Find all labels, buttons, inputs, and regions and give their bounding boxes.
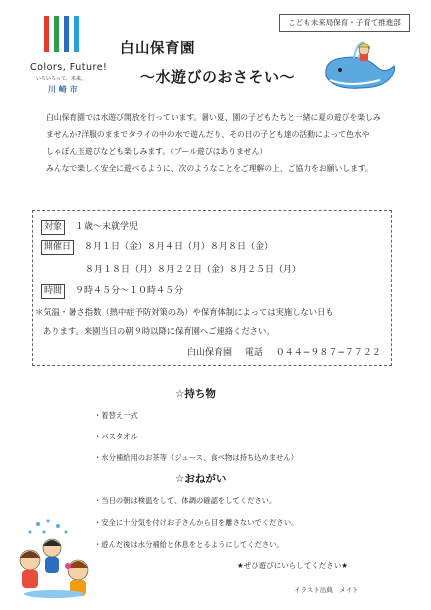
logo-tagline: Colors, Future! — [30, 62, 108, 73]
target-value: １歳〜未就学児 — [75, 222, 139, 232]
intro-line: しゃぼん玉遊びなども楽しみます。（プール遊びはありません） — [46, 147, 268, 156]
target-label: 対象 — [41, 220, 65, 235]
contact-label: 電話 — [244, 348, 263, 358]
department-label: こども未来局保育・子育て推進部 — [279, 14, 410, 32]
page-subtitle: 〜水遊びのおさそい〜 — [140, 68, 296, 86]
belongings-item: ・着替え一式 — [94, 411, 138, 420]
logo-subtext: いろいろって、未来。 — [36, 76, 86, 82]
dates-line-2: ８月１８日（月）８月２２日（金）８月２５日（月） — [85, 265, 302, 275]
note-line-1: ＊気温・暑さ指数（熱中症予防対策の為）や保育体制によっては実施しない日も — [35, 307, 334, 317]
request-item: ・安全に十分気を付けお子さんから目を離さないでください。 — [94, 518, 299, 527]
request-item: ・当日の朝は検温をして、体調の確認をしてください。 — [94, 496, 277, 505]
dates-row — [41, 239, 273, 255]
intro-line: ませんか?洋服のままでタライの中の水で遊んだり、その日の子ども達の活動によって色水や — [46, 130, 370, 139]
target-row — [41, 219, 138, 235]
note-line-2: あります。来園当日の朝９時以降に保育園へご連絡ください。 — [43, 326, 275, 336]
intro-line: みんなで楽しく安全に遊べるように、次のようなことをご理解の上、ご協力をお願いします。 — [46, 164, 373, 173]
time-row — [41, 283, 183, 299]
dates-row-2 — [85, 262, 301, 275]
time-label: 時間 — [41, 284, 65, 299]
page-title: 白山保育園 — [120, 41, 195, 57]
intro-text — [46, 109, 396, 177]
belongings-title: ☆持ち物 — [175, 388, 216, 400]
logo-city: 川 崎 市 — [48, 85, 78, 94]
intro-line: 白山保育園では水遊び開放を行っています。暑い夏、園の子どもたちと一緒に夏の遊びを楽しみ — [46, 113, 381, 122]
invitation-text: ★ぜひ遊びにいらしてください★ — [237, 561, 348, 570]
belongings-item: ・水分補給用のお茶等（ジュース、食べ物は持ち込めません） — [94, 453, 299, 462]
request-item: ・遊んだ後は水分補給と休息をとるようにしてください。 — [94, 540, 284, 549]
contact-row — [187, 345, 381, 358]
dates-line-1: ８月１日（金）８月４日（月）８月８日（金） — [84, 242, 274, 252]
dates-label: 開催日 — [41, 240, 74, 255]
belongings-item: ・バスタオル — [94, 432, 138, 441]
contact-phone: ０４４−９８７−７７２２ — [275, 348, 381, 358]
children-playing-illustration-icon — [8, 518, 103, 600]
illustration-credit: イラスト出典 メイト — [294, 586, 359, 594]
event-info-box — [32, 210, 392, 366]
contact-name: 白山保育園 — [187, 348, 233, 358]
time-value: ９時４５分〜１０時４５分 — [75, 286, 184, 296]
requests-title: ☆おねがい — [175, 473, 227, 485]
kawasaki-logo-icon — [42, 16, 82, 56]
whale-illustration-icon — [320, 38, 400, 98]
